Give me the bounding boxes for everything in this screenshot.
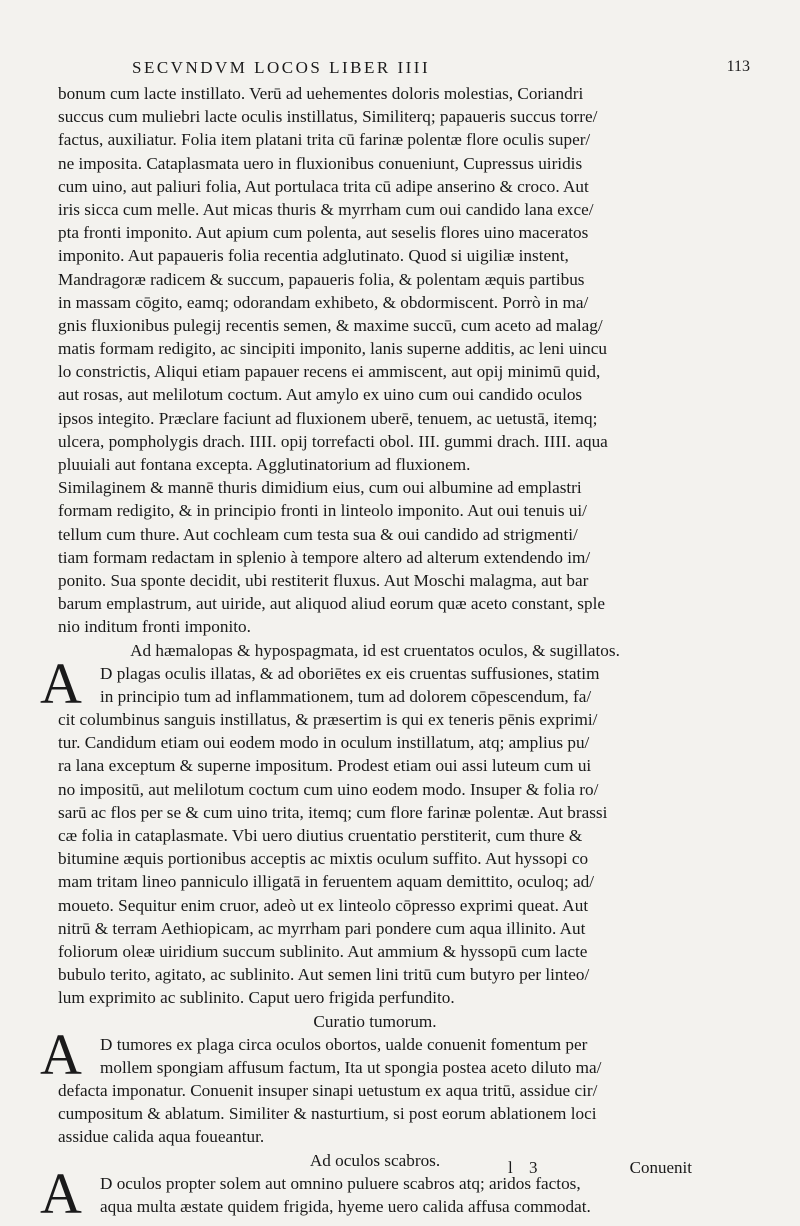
text-line: tiam formam redactam in splenio à tempore altero ad alterum extendendo im/	[58, 547, 591, 567]
page-header	[60, 58, 750, 82]
text-line: ne imposita. Cataplasmata uero in fluxionibus conueniunt, Cupressus uiridis	[58, 153, 583, 173]
text-line: D tumores ex plaga circa oculos obortos, ualde conuenit fomentum per	[100, 1034, 588, 1054]
text-line: imponito. Aut papaueris folia recentia adglutinato. Quod si uigiliæ instent,	[58, 246, 569, 266]
text-line: pluuiali aut fontana excepta. Agglutinatorium ad fluxionem.	[58, 455, 471, 474]
drop-cap: A	[40, 1160, 82, 1226]
text-line: cum uino, aut paliuri folia, Aut portulaca trita cū adipe anserino & croco. Aut	[58, 176, 589, 196]
text-line: gnis fluxionibus pulegij recentis semen, & maxime succū, cum aceto ad malag/	[58, 315, 603, 335]
text-line: lum exprimito ac sublinito. Caput uero frigida perfundito.	[58, 988, 455, 1008]
text-line: formam redigito, & in principio fronti in linteolo imponito. Aut oui tenuis ui/	[58, 501, 587, 521]
text-line: matis formam redigito, ac sincipiti imponito, lanis superne additis, ac leni uincu	[58, 339, 607, 359]
text-line: nitrū & terram Aethiopicam, ac myrrham pari pondere cum aqua illinito. Aut	[58, 918, 586, 938]
text-line: D oculos propter solem aut omnino puluere scabros atq; aridos factos,	[100, 1173, 581, 1193]
text-line: Similaginem & mannē thuris dimidium eius, cum oui albumine ad emplastri	[58, 478, 582, 498]
text-line: aut rosas, aut melilotum coctum. Aut amylo ex uino cum oui candido oculos	[58, 385, 583, 405]
text-line: cit columbinus sanguis instillatus, & præsertim is qui ex teneris pēnis exprimi/	[58, 710, 598, 730]
text-line: no impositū, aut melilotum coctum cum uino eodem modo. Insuper & folia ro/	[58, 779, 599, 799]
text-line: D plagas oculis illatas, & ad oboriētes ex eis cruentas suffusiones, statim	[100, 663, 600, 683]
text-line: iris sicca cum melle. Aut micas thuris & myrrham cum oui candido lana exce/	[58, 199, 594, 219]
text-line: bitumine æquis portionibus acceptis ac mixtis oculum suffito. Aut hyssopi co	[58, 849, 589, 869]
text-line: succus cum muliebri lacte oculis instillatus, Similiterq; papaueris succus torre/	[58, 107, 598, 127]
text-line: bonum cum lacte instillato. Verū ad uehementes doloris molestias, Coriandri	[58, 84, 584, 103]
text-line: barum emplastrum, aut uiride, aut aliquod aliud eorum quæ aceto constant, sple	[58, 594, 605, 614]
text-line: moueto. Sequitur enim cruor, adeò ut ex linteolo cōpresso exprimi queat. Aut	[58, 895, 589, 915]
text-line: aqua multa æstate quidem frigida, hyeme uero calida affusa commodat.	[100, 1197, 591, 1216]
drop-cap: A	[40, 1021, 82, 1087]
text-line: defacta imponatur. Conuenit insuper sinapi uetustum ex aqua tritū, assidue cir/	[58, 1081, 598, 1101]
signature-mark: l 3	[508, 1158, 544, 1177]
text-line: lo constrictis, Aliqui etiam papauer recens ei ammiscent, aut opij minimū quid,	[58, 362, 601, 382]
text-line: ra lana exceptum & superne impositum. Prodest etiam oui assi luteum cum ui	[58, 756, 592, 776]
section-heading: Ad hæmalopas & hypospagmata, id est cruentatos oculos, & sugillatos.	[130, 640, 620, 660]
text-line: Mandragoræ radicem & succum, papaueris folia, & polentam æquis partibus	[58, 269, 585, 289]
text-line: in massam cōgito, eamq; odorandam exhibeto, & obdormiscent. Porrò in ma/	[58, 292, 589, 312]
page-number: 113	[726, 58, 750, 75]
text-line: foliorum oleæ uiridium succum sublinito. Aut ammium & hyssopū cum lacte	[58, 941, 588, 961]
text-line: sarū ac flos per se & cum uino trita, itemq; cum flore farinæ polentæ. Aut brassi	[58, 802, 608, 822]
text-line: cæ folia in cataplasmate. Vbi uero diutius cruentatio perstiterit, cum thure &	[58, 826, 583, 845]
page-footer	[58, 1158, 692, 1182]
text-line: nio inditum fronti imponito.	[58, 617, 251, 637]
text-line: tellum cum thure. Aut cochleam cum testa sua & oui candido ad strigmenti/	[58, 524, 578, 544]
text-line: assidue calida aqua foueantur.	[58, 1127, 265, 1147]
section-heading: Curatio tumorum.	[313, 1011, 437, 1031]
text-line: bubulo terito, agitato, ac sublinito. Aut semen lini tritū cum butyro per linteo/	[58, 965, 590, 985]
text-line: ulcera, pompholygis drach. IIII. opij torrefacti obol. III. gummi drach. IIII. aqua	[58, 431, 608, 451]
text-line: in principio tum ad inflammationem, tum ad dolorem cōpescendum, fa/	[100, 686, 592, 706]
section-heading: Ad oculos scabros.	[309, 1150, 441, 1170]
text-line: pta fronti imponito. Aut apium cum polenta, aut seselis flores uino maceratos	[58, 223, 589, 243]
catchword: Conuenit	[629, 1158, 692, 1177]
text-line: ipsos integito. Præclare faciunt ad fluxionem uberē, tenuem, ac uetustā, itemq;	[58, 408, 598, 428]
text-line: ponito. Sua sponte decidit, ubi restiterit fluxus. Aut Moschi malagma, aut bar	[58, 570, 589, 590]
text-line: mollem spongiam affusum factum, Ita ut spongia postea aceto diluto ma/	[100, 1057, 602, 1077]
text-line: tur. Candidum etiam oui eodem modo in oculum instillatum, atq; amplius pu/	[58, 733, 590, 753]
text-line: cumpositum & ablatum. Similiter & nasturtium, si post eorum ablationem loci	[58, 1104, 597, 1124]
text-line: factus, auxiliatur. Folia item platani trita cū farinæ polentæ flore oculis super/	[58, 130, 591, 150]
running-title: SECVNDVM LOCOS LIBER IIII	[132, 58, 431, 77]
body-text	[40, 82, 692, 1226]
text-line: mam tritam lineo panniculo illigatā in feruentem aquam demittito, oculoq; ad/	[58, 872, 595, 892]
drop-cap: A	[40, 650, 82, 716]
